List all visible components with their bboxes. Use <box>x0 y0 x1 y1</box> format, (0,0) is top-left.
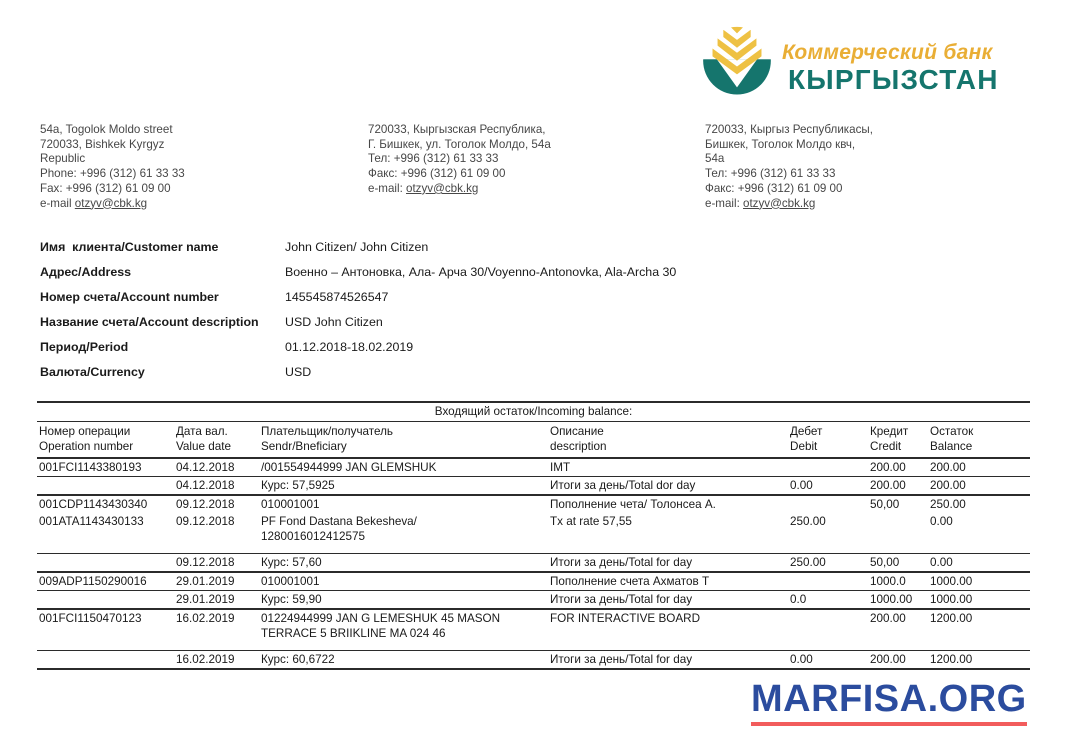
cell-description: Пополнение чета/ Толонсеа А. <box>550 498 716 511</box>
address-line: Republic <box>40 152 86 166</box>
customer-field-value: 145545874526547 <box>285 290 389 304</box>
header-en: description <box>550 440 607 453</box>
table-header-row <box>37 422 1030 459</box>
cell-operation-number: 001FCI1150470123 <box>37 609 174 651</box>
customer-info-row <box>40 265 740 290</box>
transaction-row <box>37 513 1030 554</box>
transaction-row <box>37 572 1030 591</box>
address-line: 720033, Bishkek Kyrgyz <box>40 137 165 151</box>
payer-line: 01224944999 JAN G LEMESHUK 45 MASON <box>261 612 501 625</box>
header-ru: Дебет <box>790 425 823 438</box>
cell-day-total-label: Итоги за день/Total for day <box>548 554 788 573</box>
address-line: 54а <box>705 152 725 166</box>
transactions-table-wrap <box>37 401 1030 670</box>
bank-name-line2: КЫРГЫЗСТАН <box>788 64 999 95</box>
incoming-balance-row <box>37 402 1030 422</box>
email-link[interactable]: otzyv@cbk.kg <box>743 196 816 210</box>
cell-exchange-rate: Курс: 57,60 <box>259 554 548 573</box>
column-header-desc <box>548 422 788 459</box>
header-en: Credit <box>870 440 902 453</box>
transactions-table <box>37 401 1030 670</box>
cell-description: Пополнение счета Ахматов Т <box>548 572 788 591</box>
email-link[interactable]: otzyv@cbk.kg <box>74 196 148 210</box>
cell-description: Tx at rate 57,55 <box>548 513 788 554</box>
day-total-row <box>37 591 1030 610</box>
address-line: 720033, Кыргызская Республика, <box>368 123 546 136</box>
cell-value-date: 29.01.2019 <box>174 572 259 591</box>
cell-payer <box>259 572 548 591</box>
header-en: Value date <box>176 440 232 453</box>
transaction-row <box>37 495 1030 513</box>
payer-line: 010001001 <box>261 575 320 588</box>
cell-credit: 50,00 <box>868 554 928 573</box>
cell-value-date: 09.12.2018 <box>174 554 259 573</box>
header-en: Debit <box>790 440 818 453</box>
header-ru: Номер операции <box>39 425 131 438</box>
cell-balance: 0.00 <box>928 554 1030 573</box>
customer-field-label: Имя клиента/Customer name <box>40 240 219 254</box>
customer-field-label: Номер счета/Account number <box>40 290 219 304</box>
cell-debit <box>788 458 868 477</box>
customer-info <box>40 240 740 390</box>
cell-credit: 1000.00 <box>868 591 928 610</box>
cell-credit <box>868 513 928 554</box>
cell-credit: 200.00 <box>868 477 928 496</box>
customer-info-row <box>40 365 740 390</box>
cell-balance: 200.00 <box>928 477 1030 496</box>
cell-debit: 250.00 <box>788 554 868 573</box>
cell-value-date: 29.01.2019 <box>174 591 259 610</box>
cell-debit <box>788 609 868 651</box>
cell-description: IMT <box>548 458 788 477</box>
cell-credit: 1000.0 <box>868 572 928 591</box>
cell-operation-number <box>37 477 174 496</box>
cell-debit: 0.00 <box>788 477 868 496</box>
transaction-row <box>37 609 1030 651</box>
cell-debit: 250.00 <box>788 513 868 554</box>
column-header-debit <box>788 422 868 459</box>
cell-credit: 200.00 <box>868 609 928 651</box>
cell-exchange-rate: Курс: 57,5925 <box>259 477 548 496</box>
address-line: Тел: +996 (312) 61 33 33 <box>368 152 499 166</box>
day-total-row <box>37 651 1030 670</box>
cell-operation-number <box>37 651 174 670</box>
customer-field-label: Название счета/Account description <box>40 315 259 329</box>
cell-debit <box>788 495 868 513</box>
cell-debit: 0.0 <box>788 591 868 610</box>
cell-balance: 1200.00 <box>928 651 1030 670</box>
address-line: Г. Бишкек, ул. Тоголок Молдо, 54а <box>368 137 551 151</box>
address-line: Тел: +996 (312) 61 33 33 <box>705 167 836 181</box>
customer-info-row <box>40 340 740 365</box>
cell-payer <box>259 458 548 477</box>
email-line: e-mail: otzyv@cbk.kg <box>705 196 816 210</box>
cell-credit: 200.00 <box>868 458 928 477</box>
cell-operation-number <box>37 554 174 573</box>
cell-exchange-rate: Курс: 60,6722 <box>259 651 548 670</box>
customer-info-row <box>40 290 740 315</box>
incoming-balance-label: Входящий остаток/Incoming balance: <box>37 402 1030 422</box>
site-logo <box>751 679 1027 726</box>
site-logo-text: MARFISA.ORG <box>751 678 1027 720</box>
cell-balance: 1000.00 <box>928 591 1030 610</box>
cell-day-total-label: Итоги за день/Total dor day <box>548 477 788 496</box>
payer-line: 010001001 <box>261 498 320 511</box>
customer-field-label: Период/Period <box>40 340 129 354</box>
cell-operation-number: 001CDP1143430340 <box>39 498 148 511</box>
cell-debit <box>788 572 868 591</box>
header-ru: Описание <box>550 425 604 438</box>
address-block-english <box>40 123 340 211</box>
cell-value-date: 04.12.2018 <box>174 477 259 496</box>
address-block-kyrgyz <box>705 123 1015 211</box>
address-block-russian <box>368 123 678 197</box>
customer-info-row <box>40 240 740 265</box>
address-line: Факс: +996 (312) 61 09 00 <box>705 181 843 195</box>
cell-value-date: 04.12.2018 <box>174 458 259 477</box>
address-line: Phone: +996 (312) 61 33 33 <box>40 167 185 181</box>
cell-operation-number <box>37 591 174 610</box>
cell-balance: 0.00 <box>928 513 1030 554</box>
cell-debit: 0.00 <box>788 651 868 670</box>
header-ru: Плательщик/получатель <box>261 425 394 438</box>
cell-operation-number: 001ATA1143430133 <box>37 513 174 554</box>
day-total-row <box>37 554 1030 573</box>
cell-value-date: 09.12.2018 <box>174 513 259 554</box>
payer-line: 1280016012412575 <box>261 530 366 543</box>
email-line: e-mail: otzyv@cbk.kg <box>368 181 479 195</box>
customer-field-label: Валюта/Currency <box>40 365 145 379</box>
cell-value-date: 16.02.2019 <box>174 609 259 651</box>
cell-credit: 50,00 <box>870 498 900 511</box>
payer-line: TERRACE 5 BRIIKLINE MA 024 46 <box>261 627 446 640</box>
cell-payer <box>259 495 548 513</box>
cell-description: FOR INTERACTIVE BOARD <box>548 609 788 651</box>
day-total-row <box>37 477 1030 496</box>
address-line: Факс: +996 (312) 61 09 00 <box>368 167 506 181</box>
customer-field-value: John Citizen/ John Citizen <box>285 240 429 254</box>
column-header-date <box>174 422 259 459</box>
cell-balance: 1000.00 <box>928 572 1030 591</box>
customer-field-value: USD <box>285 365 312 379</box>
cell-balance: 1200.00 <box>928 609 1030 651</box>
header-ru: Дата вал. <box>176 425 228 438</box>
column-header-payer <box>259 422 548 459</box>
cell-day-total-label: Итоги за день/Total for day <box>548 651 788 670</box>
column-header-balance <box>928 422 1030 459</box>
address-line: Fax: +996 (312) 61 09 00 <box>40 181 171 195</box>
cell-operation-number: 001FCI1143380193 <box>37 458 174 477</box>
cell-payer <box>259 609 548 651</box>
cell-operation-number: 009ADP1150290016 <box>37 572 174 591</box>
cell-exchange-rate: Курс: 59,90 <box>259 591 548 610</box>
address-line: 54a, Togolok Moldo street <box>40 123 173 136</box>
customer-field-value: USD John Citizen <box>285 315 383 329</box>
payer-line: PF Fond Dastana Bekesheva/ <box>261 515 417 528</box>
bank-name-line1: Коммерческий банк <box>782 41 993 64</box>
cell-value-date: 16.02.2019 <box>174 651 259 670</box>
customer-field-value: 01.12.2018-18.02.2019 <box>285 340 414 354</box>
cell-balance: 200.00 <box>928 458 1030 477</box>
customer-field-label: Адрес/Address <box>40 265 132 279</box>
header-en: Operation number <box>39 440 134 453</box>
payer-line: /001554944999 JAN GLEMSHUK <box>261 461 437 474</box>
bank-logo <box>699 24 999 96</box>
header-ru: Кредит <box>870 425 909 438</box>
address-line: Бишкек, Тоголок Молдо квч, <box>705 137 856 151</box>
site-logo-underline <box>751 722 1027 726</box>
bank-logo-icon <box>699 24 775 96</box>
email-line: e-mail otzyv@cbk.kg <box>40 196 148 210</box>
header-en: Sendr/Bneficiary <box>261 440 347 453</box>
customer-field-value: Военно – Антоновка, Ала- Арча 30/Voyenno-Antonovka, Ala-Archa 30 <box>285 265 677 279</box>
cell-credit: 200.00 <box>868 651 928 670</box>
cell-day-total-label: Итоги за день/Total for day <box>548 591 788 610</box>
header-ru: Остаток <box>930 425 974 438</box>
transaction-row <box>37 458 1030 477</box>
cell-balance: 250.00 <box>930 498 966 511</box>
customer-info-row <box>40 315 740 340</box>
column-header-op <box>37 422 174 459</box>
column-header-credit <box>868 422 928 459</box>
header-en: Balance <box>930 440 973 453</box>
cell-value-date: 09.12.2018 <box>176 498 235 511</box>
email-link[interactable]: otzyv@cbk.kg <box>406 181 479 195</box>
cell-payer <box>259 513 548 554</box>
address-line: 720033, Кыргыз Республикасы, <box>705 123 873 136</box>
